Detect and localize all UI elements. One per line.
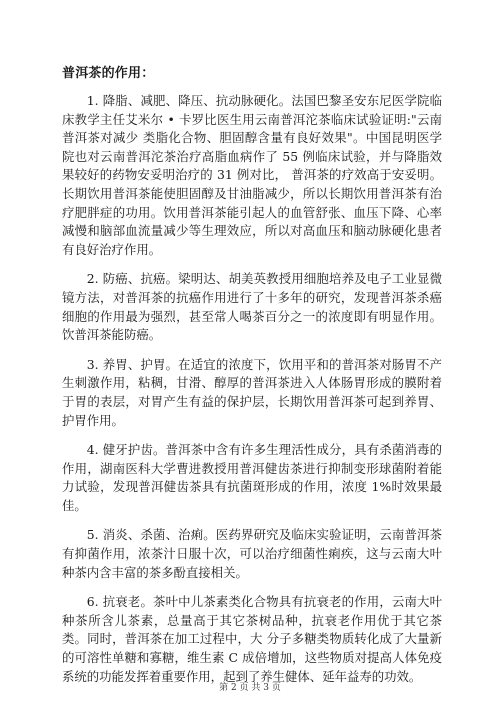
paragraph-stomach-care: 3. 养胃、护胃。在适宜的浓度下，饮用平和的普洱茶对肠胃不产生刺激作用，粘稠，甘滑、醇厚的普洱茶进入人体肠胃形成的膜附着于胃的表层，对胃产生有益的保护层，长期饮用普洱茶可起到养胃、护胃作用。 — [62, 356, 442, 428]
paragraph-anti-aging: 6. 抗衰老。茶叶中儿茶素类化合物具有抗衰老的作用，云南大叶种茶所含儿茶素，总量高于其它茶树品种，抗衰老作用优于其它茶类。同时，普洱茶在加工过程中，大 分子多糖类物质转化成了大量新的可溶性单糖和寡糖，维生素 C 成倍增加，这些物质对提高人体免疫系统的功能发挥着重要作用，起到了养生健体、延年益寿的功效。 — [62, 594, 442, 684]
page-number-footer: 第 2 页 共 3 页 — [219, 683, 281, 693]
paragraph-dental-care: 4. 健牙护齿。普洱茶中含有许多生理活性成分，具有杀菌消毒的作用，湖南医科大学曹进教授用普洱健齿茶进行抑制变形球菌附着能力试验，发现普洱健齿茶具有抗菌斑形成的作用，浓度 1%时效果最佳。 — [62, 442, 442, 513]
document-body — [62, 92, 442, 697]
paragraph-lipid-lowering: 1. 降脂、减肥、降压、抗动脉硬化。法国巴黎圣安东尼医学院临床教学主任艾米尔 • 卡罗比医生用云南普洱沱茶临床试验证明:"云南普洱茶对减少 类脂化合物、胆固醇含量有良好效果"。中国昆明医学院也对云南普洱沱茶治疗高脂血病作了 55 例临床试验，并与降脂效果较好的药物安妥明治疗的 31 例对比， 普洱茶的疗效高于安妥明。长期饮用普洱茶能使胆固醇及甘油脂减少，所以长期饮用普洱茶有治疗肥胖症的功用。饮用普洱茶能引起人的血管舒张、血压下降、心率 减慢和脑部血流量减少等生理效应，所以对高血压和脑动脉硬化患者有良好治疗作用。 — [62, 93, 442, 257]
section-heading: 普洱茶的作用： — [62, 66, 155, 81]
paragraph-anti-cancer: 2. 防癌、抗癌。梁明达、胡美英教授用细胞培养及电子工业显微镜方法，对普洱茶的抗癌作用进行了十多年的研究，发现普洱茶杀癌细胞的作用最为强烈，甚至常人喝茶百分之一的浓度即有明显作用。饮普洱茶能防癌。 — [62, 271, 442, 343]
paragraph-anti-inflammatory: 5. 消炎、杀菌、治痢。医药界研究及临床实验证明，云南普洱茶有抑菌作用，浓茶汁日服十次，可以治疗细菌性痢疾，这与云南大叶种茶内含丰富的茶多酚直接相关。 — [62, 527, 442, 580]
